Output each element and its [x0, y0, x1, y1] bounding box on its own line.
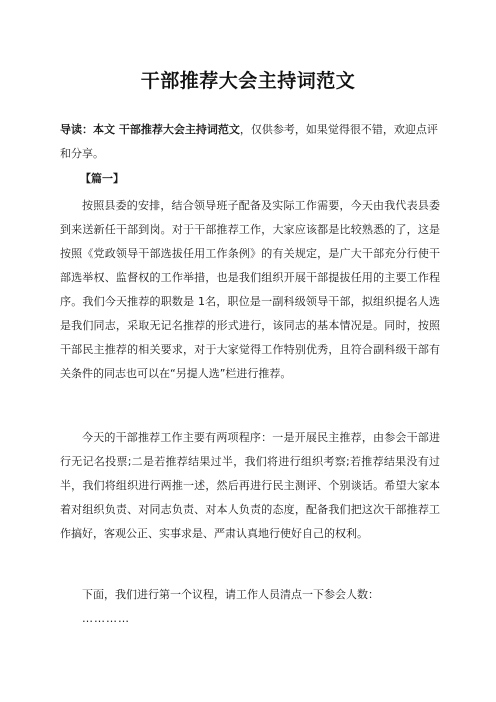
intro-prefix: 导读：本文 [60, 123, 119, 136]
section-heading: 【篇一】 [80, 172, 124, 185]
intro-paragraph [60, 118, 440, 166]
body-paragraph-2: 今天的干部推荐工作主要有两项程序：一是开展民主推荐，由参会干部进行无记名投票;二是若推荐结果过半，我们将进行组织考察;若推荐结果没有过半，我们将组织进行两推一述，然后再进行民主测评、个别谈话。希望大家本着对组织负责、对同志负责、对本人负责的态度，配备我们把这次干部推荐工作搞好，客观公正、实事求是、严肃认真地行使好自己的权利。 [60, 431, 440, 540]
ellipsis-text: ………… [82, 612, 130, 625]
body-paragraph-1: 按照县委的安排，结合领导班子配备及实际工作需要，今天由我代表县委到来送新任干部到岗。对于干部推荐工作，大家应该都是比较熟悉的了，这是按照《党政领导干部选拔任用工作条例》的有关规定，是广大干部充分行使干部选举权、监督权的工作举措，也是我们组织开展干部提拔任用的主要工作程序。我们今天推荐的职数是 1名，职位是一副科级领导干部，拟组织提名人选是我们同志，采取无记名推荐的形式进行，该同志的基本情况是。同时，按照干部民主推荐的相关要求，对于大家觉得工作特别优秀，且符合副科级干部有关条件的同志也可以在“另提人选”栏进行推荐。 [60, 199, 440, 380]
intro-suffix: ，仅供参考，如果觉得很不错，欢迎点评和分享。 [60, 123, 438, 160]
body-paragraph-3: 下面，我们进行第一个议程，请工作人员清点一下参会人数： [82, 588, 379, 601]
intro-highlight: 干部推荐大会主持词范文 [118, 123, 240, 136]
document-title: 干部推荐大会主持词范文 [140, 70, 356, 92]
